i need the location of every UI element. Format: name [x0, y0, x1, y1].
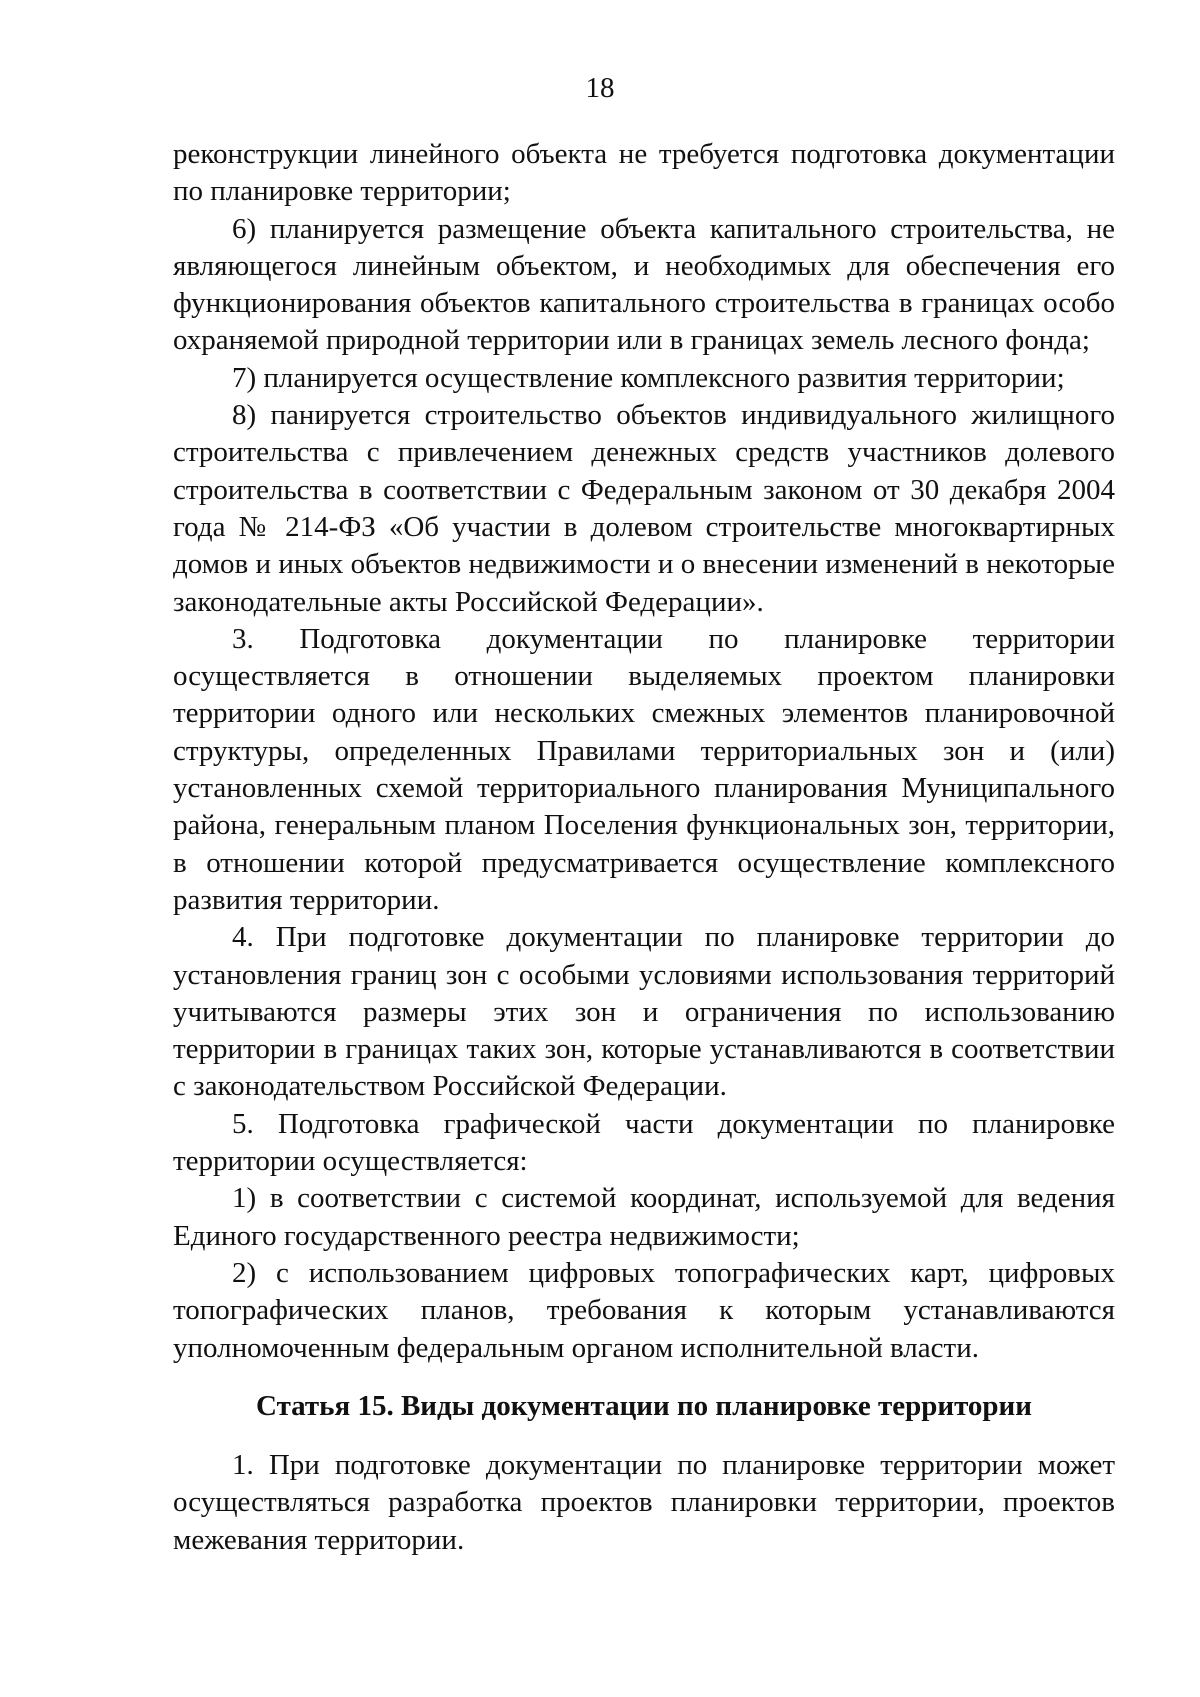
paragraph-clause-4: 4. При подготовке документации по планировке территории до установления границ зон с особыми условиями использования территорий учитываются размеры этих зон и ограничения по использованию территории в границах таких зон, которые устанавливаются в соответствии с законодательством Российской Федерации. — [173, 921, 1115, 1103]
page-number: 18 — [585, 72, 615, 104]
paragraph-clause-3: 3. Подготовка документации по планировке территории осуществляется в отношении выделяемых проектом планировки территории одного или нескольких смежных элементов планировочной структуры, определенных Правилами территориальных зон и (или) установленных схемой территориального планирования Муниципального района, генеральным планом Поселения функциональных зон, территории, в отношении которой предусматривается осуществление комплексного развития территории. — [173, 622, 1115, 916]
document-body — [173, 136, 1115, 1559]
paragraph-item-7: 7) планируется осуществление комплексного развития территории; — [232, 361, 1065, 394]
paragraph-item-6: 6) планируется размещение объекта капитального строительства, не являющегося линейным объектом, и необходимых для обеспечения его функционирования объектов капитального строительства в границах особо охраняемой природной территории или в границах земель лесного фонда; — [173, 212, 1115, 357]
paragraph-clause-5: 5. Подготовка графической части документации по планировке территории осуществляется: — [173, 1107, 1115, 1178]
paragraph-subitem-2: 2) с использованием цифровых топографических карт, цифровых топографических планов, требования к которым устанавливаются уполномоченным федеральным органом исполнительной власти. — [173, 1256, 1115, 1364]
paragraph-item-8: 8) панируется строительство объектов индивидуального жилищного строительства с привлечением денежных средств участников долевого строительства в соответствии с Федеральным законом от 30 декабря 2004 года № 214-ФЗ «Об участии в долевом строительстве многоквартирных домов и иных объектов недвижимости и о внесении изменений в некоторые законодательные акты Российской Федерации». — [173, 399, 1115, 618]
paragraph-article15-clause-1: 1. При подготовке документации по планировке территории может осуществляться разработка проектов планировки территории, проектов межевания территории. — [173, 1449, 1115, 1556]
paragraph-continuation: реконструкции линейного объекта не требуется подготовка документации по планировке территории; — [173, 138, 1115, 208]
article-heading: Статья 15. Виды документации по планировке территории — [256, 1389, 1032, 1422]
paragraph-subitem-1: 1) в соответствии с системой координат, используемой для ведения Единого государственного реестра недвижимости; — [173, 1182, 1115, 1252]
